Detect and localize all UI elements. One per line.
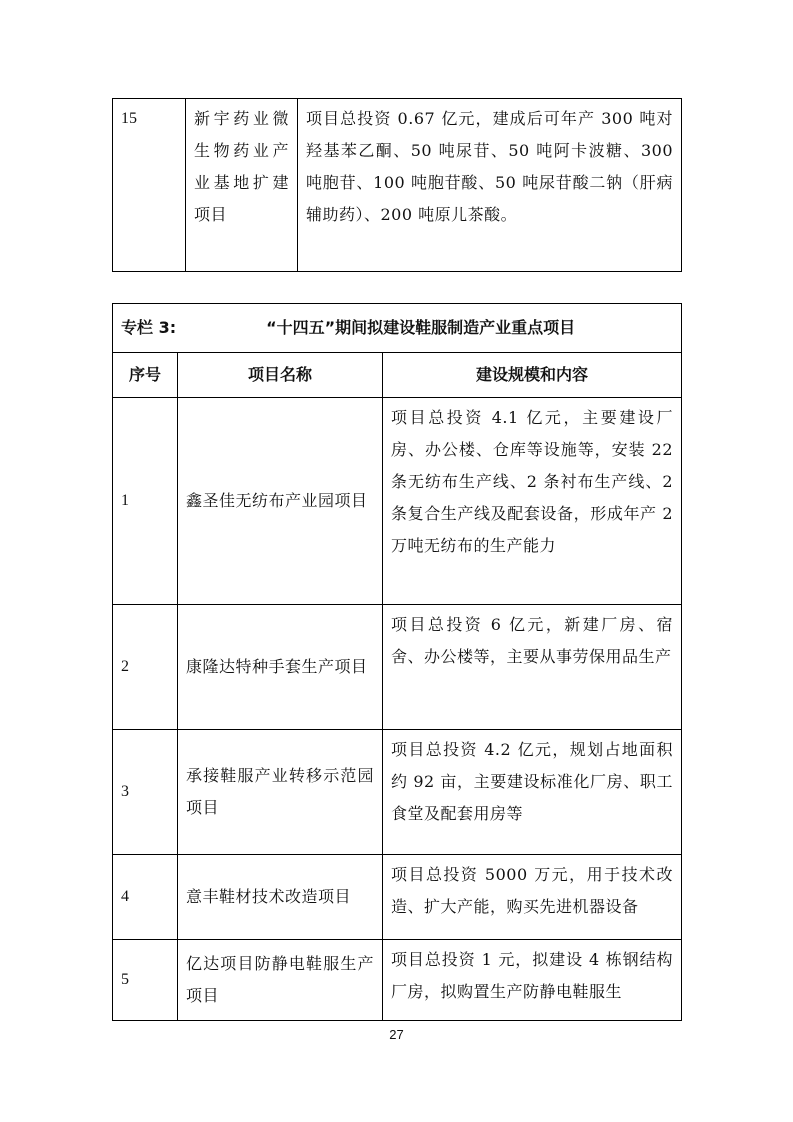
row-number: 3 <box>113 730 178 855</box>
row-number: 15 <box>113 99 186 272</box>
project-content: 项目总投资 1 元，拟建设 4 栋钢结构厂房，拟购置生产防静电鞋服生 <box>383 940 682 1021</box>
project-table <box>112 303 682 1021</box>
project-content: 项目总投资 0.67 亿元，建成后可年产 300 吨对羟基苯乙酮、50 吨尿苷、50 吨阿卡波糖、300 吨胞苷、100 吨胞苷酸、50 吨尿苷酸二钠（肝病辅助药）、200 吨原儿茶酸。 <box>298 99 682 272</box>
row-number: 2 <box>113 605 178 730</box>
table-row <box>113 99 682 272</box>
project-name: 意丰鞋材技术改造项目 <box>178 855 383 940</box>
table-header-row <box>113 353 682 398</box>
continuation-table <box>112 98 682 272</box>
row-number: 5 <box>113 940 178 1021</box>
table-title <box>113 304 682 353</box>
row-number: 1 <box>113 398 178 605</box>
project-content: 项目总投资 4.2 亿元，规划占地面积约 92 亩，主要建设标准化厂房、职工食堂及配套用房等 <box>383 730 682 855</box>
table-row <box>113 855 682 940</box>
header-number: 序号 <box>113 353 178 398</box>
project-name: 康隆达特种手套生产项目 <box>178 605 383 730</box>
row-number: 4 <box>113 855 178 940</box>
table-title-row <box>113 304 682 353</box>
project-content: 项目总投资 4.1 亿元，主要建设厂房、办公楼、仓库等设施等，安装 22 条无纺布生产线、2 条衬布生产线、2 条复合生产线及配套设备，形成年产 2 万吨无纺布的生产能力 <box>383 398 682 605</box>
column-label: 专栏 3: <box>121 318 177 337</box>
table-row <box>113 730 682 855</box>
project-content: 项目总投资 5000 万元，用于技术改造、扩大产能，购买先进机器设备 <box>383 855 682 940</box>
project-name: 亿达项目防静电鞋服生产项目 <box>178 940 383 1021</box>
table-row <box>113 605 682 730</box>
column-title: “十四五”期间拟建设鞋服制造产业重点项目 <box>266 318 576 337</box>
table-row <box>113 940 682 1021</box>
header-name: 项目名称 <box>178 353 383 398</box>
project-name: 新宇药业微生物药业产业基地扩建项目 <box>186 99 298 272</box>
page-number: 27 <box>389 1027 404 1042</box>
header-content: 建设规模和内容 <box>383 353 682 398</box>
project-name: 承接鞋服产业转移示范园项目 <box>178 730 383 855</box>
table-row <box>113 398 682 605</box>
project-content: 项目总投资 6 亿元，新建厂房、宿舍、办公楼等，主要从事劳保用品生产 <box>383 605 682 730</box>
project-name: 鑫圣佳无纺布产业园项目 <box>178 398 383 605</box>
